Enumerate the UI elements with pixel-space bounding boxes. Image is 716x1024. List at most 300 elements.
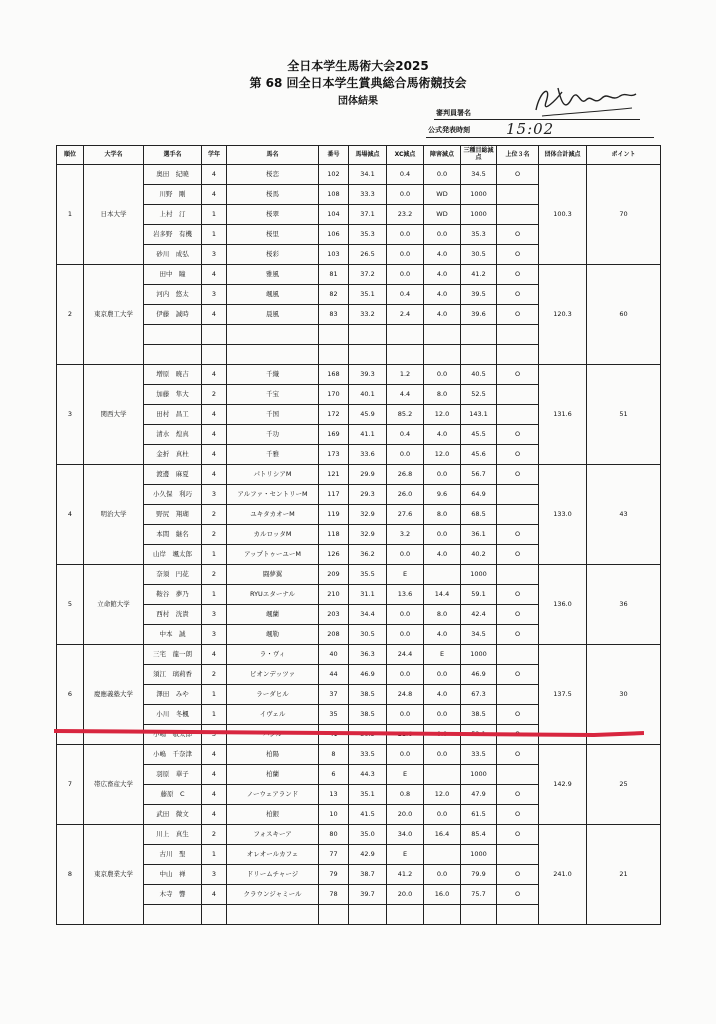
top3-mark	[497, 765, 539, 785]
xc-penalty: 23.2	[387, 205, 424, 225]
horse-number: 80	[319, 825, 349, 845]
xc-penalty: 0.4	[387, 165, 424, 185]
dressage-penalty: 39.3	[349, 365, 387, 385]
dressage-penalty: 29.3	[349, 485, 387, 505]
jumping-penalty: 0.0	[424, 805, 461, 825]
dressage-penalty: 31.1	[349, 585, 387, 605]
rider-name: 加藤 隼大	[144, 385, 202, 405]
team-total-penalty: 131.6	[539, 365, 587, 465]
top3-mark: O	[497, 525, 539, 545]
jumping-penalty: 0.0	[424, 705, 461, 725]
xc-penalty: 0.0	[387, 185, 424, 205]
grade: 2	[202, 565, 227, 585]
dressage-penalty: 36.2	[349, 545, 387, 565]
horse-name: 千国	[227, 405, 319, 425]
top3-mark: O	[497, 665, 539, 685]
team-results-table	[56, 145, 661, 925]
dressage-penalty	[349, 905, 387, 925]
dressage-penalty: 32.9	[349, 525, 387, 545]
total-penalty: 40.5	[461, 365, 497, 385]
xc-penalty: 13.6	[387, 585, 424, 605]
rider-name: 小川 冬楓	[144, 705, 202, 725]
header-row	[57, 146, 661, 165]
rider-name: 本間 継名	[144, 525, 202, 545]
column-header: 順位	[57, 146, 84, 165]
horse-name: 颯風	[227, 285, 319, 305]
top3-mark: O	[497, 365, 539, 385]
top3-mark: O	[497, 885, 539, 905]
horse-name: バジル	[227, 725, 319, 745]
rider-name: 木寺 響	[144, 885, 202, 905]
grade: 2	[202, 825, 227, 845]
jumping-penalty: 4.0	[424, 625, 461, 645]
jumping-penalty: 12.0	[424, 785, 461, 805]
horse-number: 6	[319, 765, 349, 785]
jumping-penalty: 0.0	[424, 725, 461, 745]
dressage-penalty: 35.3	[349, 225, 387, 245]
rider-name	[144, 325, 202, 345]
horse-name: 闘夢翼	[227, 565, 319, 585]
jumping-penalty: 16.0	[424, 885, 461, 905]
jumping-penalty	[424, 565, 461, 585]
xc-penalty: 0.0	[387, 545, 424, 565]
horse-number: 172	[319, 405, 349, 425]
horse-name: 颯蘭	[227, 605, 319, 625]
total-penalty: 68.5	[461, 505, 497, 525]
grade: 3	[202, 865, 227, 885]
top3-mark	[497, 645, 539, 665]
team-total-penalty: 137.5	[539, 645, 587, 745]
dressage-penalty: 33.3	[349, 185, 387, 205]
horse-name: パトリシアM	[227, 465, 319, 485]
grade: 4	[202, 165, 227, 185]
horse-name: ドリームチャージ	[227, 865, 319, 885]
jumping-penalty: 0.0	[424, 225, 461, 245]
grade: 4	[202, 465, 227, 485]
total-penalty: 85.4	[461, 825, 497, 845]
horse-name: 柏陽	[227, 745, 319, 765]
horse-name: 桜翠	[227, 205, 319, 225]
horse-number: 13	[319, 785, 349, 805]
rider-name: 砂川 成弘	[144, 245, 202, 265]
top3-mark	[497, 685, 539, 705]
table-row	[57, 165, 661, 185]
total-penalty	[461, 345, 497, 365]
xc-penalty: 0.4	[387, 425, 424, 445]
column-header: 三種目総減点	[461, 146, 497, 165]
jumping-penalty: 4.0	[424, 545, 461, 565]
grade	[202, 905, 227, 925]
team-rank: 3	[57, 365, 84, 465]
xc-penalty: 0.0	[387, 705, 424, 725]
xc-penalty: 0.0	[387, 665, 424, 685]
top3-mark: O	[497, 865, 539, 885]
column-header: 大学名	[84, 146, 144, 165]
top3-mark: O	[497, 465, 539, 485]
column-header: 学年	[202, 146, 227, 165]
xc-penalty: 85.2	[387, 405, 424, 425]
rider-name: 中山 禅	[144, 865, 202, 885]
horse-number: 8	[319, 745, 349, 765]
dressage-penalty: 33.6	[349, 445, 387, 465]
horse-number: 209	[319, 565, 349, 585]
grade: 4	[202, 265, 227, 285]
rider-name	[144, 345, 202, 365]
handwritten-signature	[522, 80, 642, 128]
horse-name: 千雅	[227, 445, 319, 465]
total-penalty: 40.2	[461, 545, 497, 565]
competition-title: 第 68 回全日本学生賞典総合馬術競技会	[249, 76, 467, 90]
grade: 1	[202, 225, 227, 245]
team-total-penalty: 142.9	[539, 745, 587, 825]
horse-name: 千功	[227, 425, 319, 445]
column-header: 団体合計減点	[539, 146, 587, 165]
horse-name: 桜馬	[227, 185, 319, 205]
table-row	[57, 645, 661, 665]
top3-mark: O	[497, 445, 539, 465]
jumping-penalty	[424, 345, 461, 365]
grade: 4	[202, 645, 227, 665]
total-penalty: 47.9	[461, 785, 497, 805]
dressage-penalty: 38.5	[349, 685, 387, 705]
horse-name: ノーウェアランド	[227, 785, 319, 805]
table-row	[57, 265, 661, 285]
grade: 4	[202, 185, 227, 205]
grade	[202, 325, 227, 345]
horse-name: ユキタカオーM	[227, 505, 319, 525]
horse-number: 77	[319, 845, 349, 865]
total-penalty: 41.2	[461, 265, 497, 285]
rider-name: 小久保 利巧	[144, 485, 202, 505]
horse-number: 103	[319, 245, 349, 265]
dressage-penalty: 42.9	[349, 845, 387, 865]
grade: 3	[202, 725, 227, 745]
grade: 1	[202, 205, 227, 225]
horse-number: 106	[319, 225, 349, 245]
team-points: 60	[587, 265, 661, 365]
top3-mark: O	[497, 605, 539, 625]
dressage-penalty: 37.1	[349, 205, 387, 225]
section-title: 団体結果	[338, 96, 378, 107]
horse-name	[227, 905, 319, 925]
total-penalty: 64.9	[461, 485, 497, 505]
rider-name: 金折 真杜	[144, 445, 202, 465]
horse-number: 40	[319, 645, 349, 665]
horse-number: 169	[319, 425, 349, 445]
red-marker-line	[54, 728, 644, 738]
dressage-penalty: 45.9	[349, 405, 387, 425]
jumping-penalty: WD	[424, 205, 461, 225]
rider-name: 田村 昌工	[144, 405, 202, 425]
horse-name: オレオールカフェ	[227, 845, 319, 865]
rider-name: 上村 汀	[144, 205, 202, 225]
rider-name: 奥田 紀暁	[144, 165, 202, 185]
team-points: 70	[587, 165, 661, 265]
total-penalty: 35.3	[461, 225, 497, 245]
xc-penalty: 21.6	[387, 725, 424, 745]
horse-name: アップトゥーユーM	[227, 545, 319, 565]
rider-name: 小嶋 千奈津	[144, 745, 202, 765]
horse-number: 41	[319, 725, 349, 745]
dressage-penalty: 30.5	[349, 725, 387, 745]
signer-label: 審判員署名	[436, 109, 471, 117]
xc-penalty: 0.4	[387, 285, 424, 305]
horse-number: 78	[319, 885, 349, 905]
column-header: 上位３名	[497, 146, 539, 165]
rider-name: 山岸 颯太郎	[144, 545, 202, 565]
xc-penalty	[387, 325, 424, 345]
total-penalty: 75.7	[461, 885, 497, 905]
total-penalty: 1000	[461, 205, 497, 225]
rider-name: 野尻 翔瑚	[144, 505, 202, 525]
horse-name: 桜彩	[227, 245, 319, 265]
xc-penalty: E	[387, 565, 424, 585]
column-header: 選手名	[144, 146, 202, 165]
grade: 2	[202, 505, 227, 525]
xc-penalty: 4.4	[387, 385, 424, 405]
rider-name: 清水 煌真	[144, 425, 202, 445]
jumping-penalty: 0.0	[424, 525, 461, 545]
table-row	[57, 465, 661, 485]
grade: 1	[202, 705, 227, 725]
top3-mark	[497, 385, 539, 405]
jumping-penalty: 4.0	[424, 285, 461, 305]
horse-name: 晨風	[227, 305, 319, 325]
grade: 2	[202, 525, 227, 545]
xc-penalty: 1.2	[387, 365, 424, 385]
team-total-penalty: 241.0	[539, 825, 587, 925]
team-rank: 1	[57, 165, 84, 265]
team-total-penalty: 133.0	[539, 465, 587, 565]
horse-name: RYUエターナル	[227, 585, 319, 605]
jumping-penalty: 0.0	[424, 365, 461, 385]
total-penalty: 143.1	[461, 405, 497, 425]
xc-penalty: 0.0	[387, 265, 424, 285]
jumping-penalty: 0.0	[424, 465, 461, 485]
horse-number: 44	[319, 665, 349, 685]
grade: 3	[202, 485, 227, 505]
grade: 2	[202, 385, 227, 405]
total-penalty: 52.1	[461, 725, 497, 745]
horse-name: ラ・ヴィ	[227, 645, 319, 665]
grade: 3	[202, 285, 227, 305]
team-rank: 7	[57, 745, 84, 825]
total-penalty: 1000	[461, 845, 497, 865]
rider-name: 中本 誠	[144, 625, 202, 645]
dressage-penalty: 30.5	[349, 625, 387, 645]
jumping-penalty: 12.0	[424, 445, 461, 465]
table-row	[57, 745, 661, 765]
top3-mark	[497, 505, 539, 525]
jumping-penalty: 8.0	[424, 605, 461, 625]
university-name: 東京農業大学	[84, 825, 144, 925]
dressage-penalty: 35.1	[349, 785, 387, 805]
horse-number: 208	[319, 625, 349, 645]
xc-penalty: 3.2	[387, 525, 424, 545]
grade	[202, 345, 227, 365]
xc-penalty: 0.0	[387, 245, 424, 265]
xc-penalty: 0.0	[387, 445, 424, 465]
jumping-penalty: WD	[424, 185, 461, 205]
table-row	[57, 825, 661, 845]
xc-penalty: 0.0	[387, 225, 424, 245]
team-points: 51	[587, 365, 661, 465]
total-penalty: 67.3	[461, 685, 497, 705]
dressage-penalty: 46.9	[349, 665, 387, 685]
horse-name: クラウンジャミール	[227, 885, 319, 905]
top3-mark	[497, 405, 539, 425]
rider-name: 三宅 龍一朗	[144, 645, 202, 665]
dressage-penalty: 40.1	[349, 385, 387, 405]
rider-name: 渡邊 麻夏	[144, 465, 202, 485]
dressage-penalty: 44.3	[349, 765, 387, 785]
horse-name: 桜里	[227, 225, 319, 245]
rider-name: 澤田 みや	[144, 685, 202, 705]
meet-title: 全日本学生馬術大会2025	[287, 59, 429, 73]
jumping-penalty: 0.0	[424, 865, 461, 885]
dressage-penalty: 35.1	[349, 285, 387, 305]
university-name: 日本大学	[84, 165, 144, 265]
total-penalty: 33.5	[461, 745, 497, 765]
total-penalty: 1000	[461, 765, 497, 785]
top3-mark: O	[497, 805, 539, 825]
xc-penalty: 0.0	[387, 745, 424, 765]
university-name: 慶應義塾大学	[84, 645, 144, 745]
xc-penalty: 20.0	[387, 885, 424, 905]
table-body	[57, 165, 661, 925]
grade: 2	[202, 665, 227, 685]
horse-number: 102	[319, 165, 349, 185]
total-penalty: 52.5	[461, 385, 497, 405]
xc-penalty: E	[387, 845, 424, 865]
grade: 4	[202, 425, 227, 445]
top3-mark: O	[497, 725, 539, 745]
dressage-penalty: 33.5	[349, 745, 387, 765]
total-penalty: 39.5	[461, 285, 497, 305]
horse-name: 千宝	[227, 385, 319, 405]
jumping-penalty: 0.0	[424, 165, 461, 185]
grade: 4	[202, 445, 227, 465]
official-time-label: 公式発表時刻	[428, 126, 470, 134]
total-penalty: 34.5	[461, 165, 497, 185]
horse-name: フォスキーア	[227, 825, 319, 845]
dressage-penalty: 32.9	[349, 505, 387, 525]
jumping-penalty: 4.0	[424, 305, 461, 325]
jumping-penalty	[424, 765, 461, 785]
grade: 1	[202, 585, 227, 605]
rider-name: 奈須 円花	[144, 565, 202, 585]
team-rank: 8	[57, 825, 84, 925]
dressage-penalty: 37.2	[349, 265, 387, 285]
dressage-penalty: 41.1	[349, 425, 387, 445]
top3-mark: O	[497, 285, 539, 305]
team-points: 36	[587, 565, 661, 645]
team-points: 43	[587, 465, 661, 565]
xc-penalty: 0.0	[387, 625, 424, 645]
dressage-penalty	[349, 345, 387, 365]
rider-name: 川上 真生	[144, 825, 202, 845]
horse-number: 119	[319, 505, 349, 525]
top3-mark: O	[497, 425, 539, 445]
team-total-penalty: 100.3	[539, 165, 587, 265]
xc-penalty: 0.0	[387, 605, 424, 625]
top3-mark: O	[497, 265, 539, 285]
horse-number: 203	[319, 605, 349, 625]
dressage-penalty: 38.7	[349, 865, 387, 885]
jumping-penalty: 8.0	[424, 385, 461, 405]
top3-mark: O	[497, 625, 539, 645]
team-total-penalty: 136.0	[539, 565, 587, 645]
total-penalty: 79.9	[461, 865, 497, 885]
horse-name	[227, 345, 319, 365]
top3-mark	[497, 345, 539, 365]
horse-number: 173	[319, 445, 349, 465]
xc-penalty: 0.8	[387, 785, 424, 805]
grade: 1	[202, 845, 227, 865]
dressage-penalty	[349, 325, 387, 345]
rider-name: 西村 洸貴	[144, 605, 202, 625]
total-penalty: 30.5	[461, 245, 497, 265]
total-penalty: 61.5	[461, 805, 497, 825]
jumping-penalty: E	[424, 645, 461, 665]
rider-name: 伊藤 誠時	[144, 305, 202, 325]
rider-name: 藤原 C	[144, 785, 202, 805]
grade: 4	[202, 785, 227, 805]
horse-number: 37	[319, 685, 349, 705]
top3-mark	[497, 905, 539, 925]
total-penalty: 1000	[461, 565, 497, 585]
team-total-penalty: 120.3	[539, 265, 587, 365]
jumping-penalty: 0.0	[424, 745, 461, 765]
dressage-penalty: 34.1	[349, 165, 387, 185]
horse-number: 83	[319, 305, 349, 325]
top3-mark: O	[497, 825, 539, 845]
xc-penalty: 41.2	[387, 865, 424, 885]
jumping-penalty: 8.0	[424, 505, 461, 525]
top3-mark: O	[497, 705, 539, 725]
horse-number: 210	[319, 585, 349, 605]
jumping-penalty: 4.0	[424, 425, 461, 445]
xc-penalty: 26.8	[387, 465, 424, 485]
team-rank: 5	[57, 565, 84, 645]
horse-name: イヴェル	[227, 705, 319, 725]
total-penalty: 39.6	[461, 305, 497, 325]
horse-number: 35	[319, 705, 349, 725]
horse-name	[227, 325, 319, 345]
total-penalty: 1000	[461, 185, 497, 205]
horse-name: 颯勒	[227, 625, 319, 645]
xc-penalty: 26.0	[387, 485, 424, 505]
jumping-penalty: 4.0	[424, 245, 461, 265]
xc-penalty: 24.4	[387, 645, 424, 665]
horse-name: アルファ・セントリーM	[227, 485, 319, 505]
top3-mark	[497, 485, 539, 505]
horse-name: ピオンデッツァ	[227, 665, 319, 685]
horse-number: 104	[319, 205, 349, 225]
horse-number: 168	[319, 365, 349, 385]
rider-name: 川野 剛	[144, 185, 202, 205]
rider-name: 小嶋 敬太郎	[144, 725, 202, 745]
jumping-penalty: 12.0	[424, 405, 461, 425]
university-name: 帯広畜産大学	[84, 745, 144, 825]
top3-mark: O	[497, 545, 539, 565]
dressage-penalty: 26.5	[349, 245, 387, 265]
total-penalty	[461, 905, 497, 925]
horse-name: ラーダヒル	[227, 685, 319, 705]
rider-name: 増原 暁吉	[144, 365, 202, 385]
dressage-penalty: 33.2	[349, 305, 387, 325]
official-time-value: 15:02	[506, 120, 555, 138]
